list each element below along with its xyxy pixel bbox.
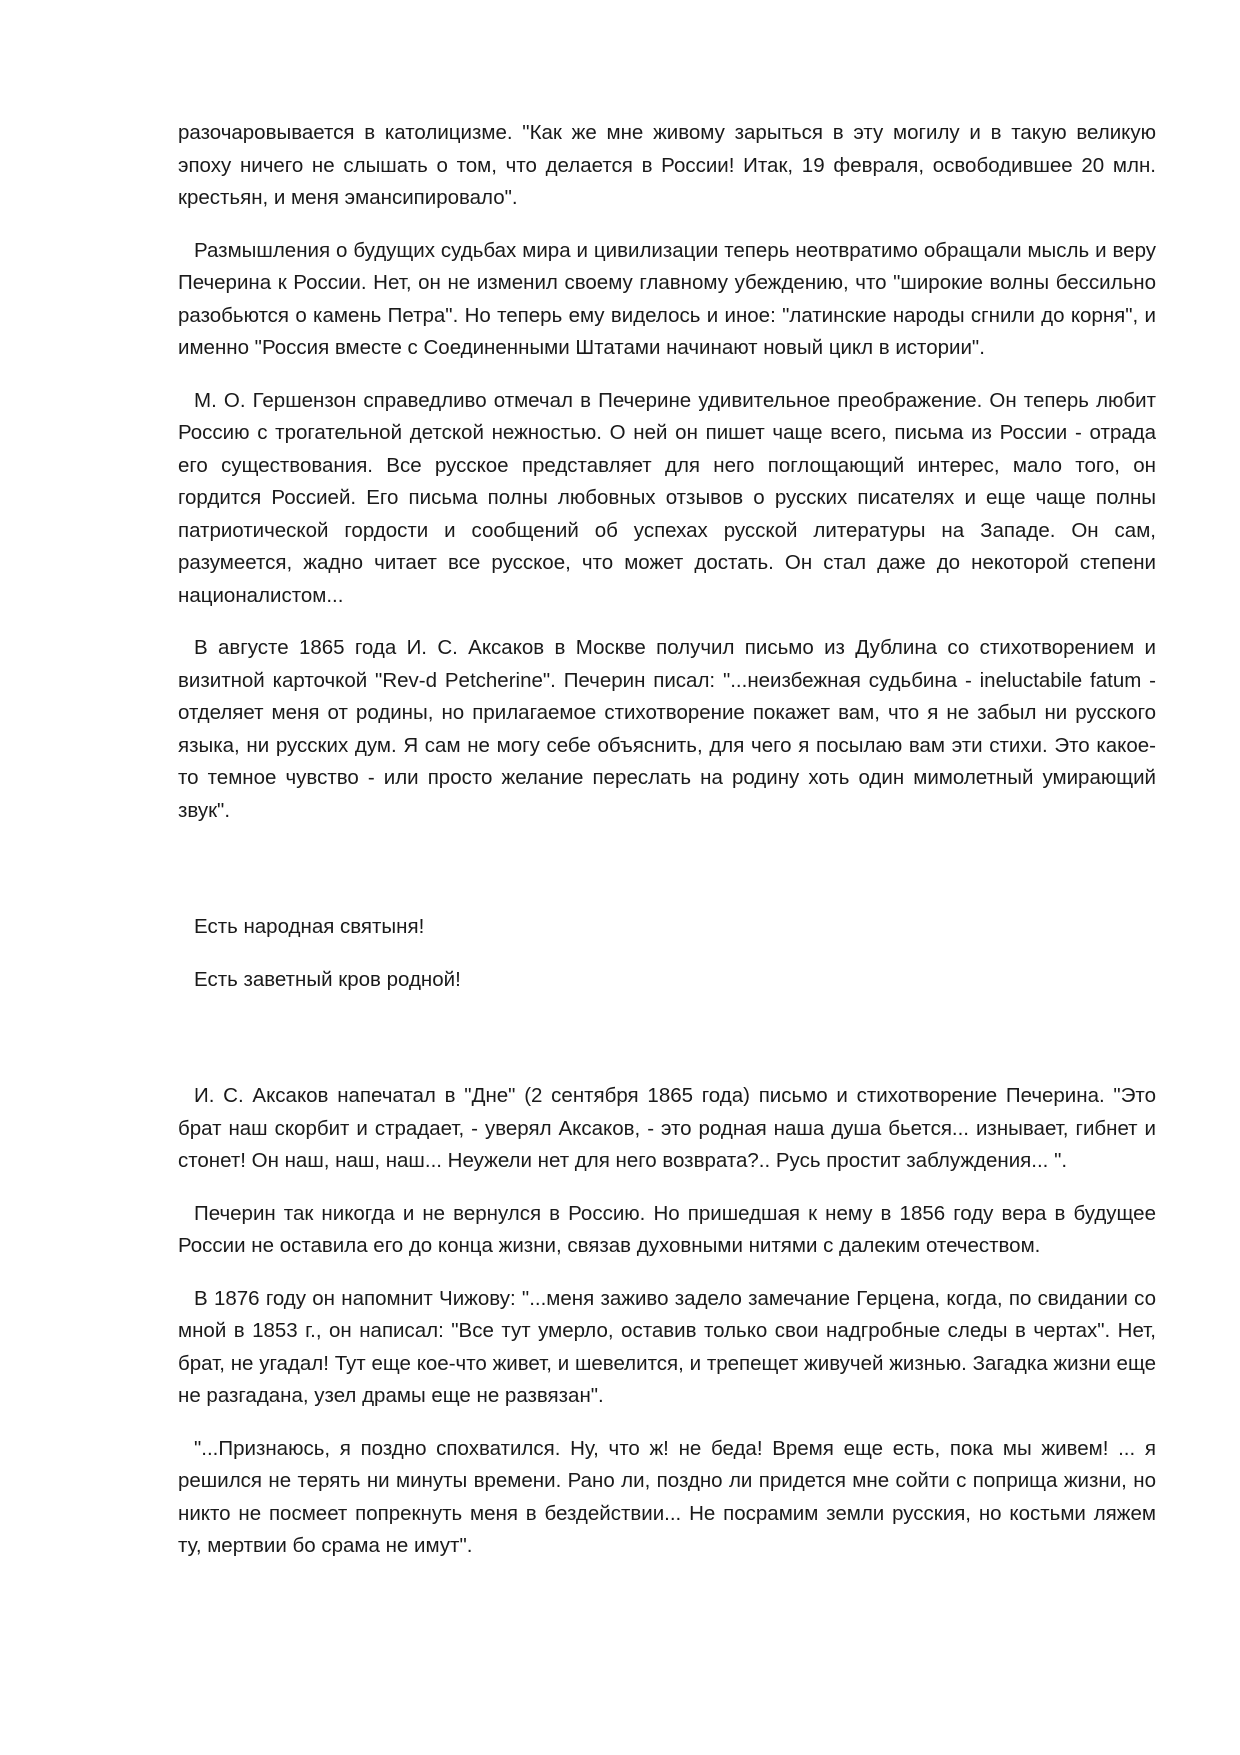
poem-line-2: Есть заветный кров родной! (194, 967, 461, 991)
paragraph-4: В августе 1865 года И. С. Аксаков в Москве получил письмо из Дублина со стихотворением и визитной карточкой "Rev-d Petcherine". Печерин писал: "...неизбежная судьбина - ineluctabile fatum - отделяет меня от родины, но прилагаемое стихотворение покажет вам, что я не забыл ни русского языка, ни русских дум. Я сам не могу себе объяснить, для чего я посылаю вам эти стихи. Это какое-то темное чувство - или просто желание переслать на родину хоть один мимолетный умирающий звук". (178, 636, 1156, 822)
paragraph-8: "...Признаюсь, я поздно спохватился. Ну, что ж! не беда! Время еще есть, пока мы живем! ... я решился не терять ни минуты времени. Рано ли, поздно ли придется мне сойти с поприща жизни, но никто не посмеет попрекнуть меня в бездействии... Не посрамим земли русския, но костьми ляжем ту, мертвии бо срама не имут". (178, 1436, 1156, 1557)
document-page (178, 117, 1156, 1563)
paragraph-2: Размышления о будущих судьбах мира и цивилизации теперь неотвратимо обращали мысль и веру Печерина к России. Нет, он не изменил своему главному убеждению, что "широкие волны бессильно разобьются о камень Петра". Но теперь ему виделось и иное: "латинские народы сгнили до корня", и именно "Россия вместе с Соединенными Штатами начинают новый цикл в истории". (178, 238, 1156, 359)
paragraph-7: В 1876 году он напомнит Чижову: "...меня заживо задело замечание Герцена, когда, по свидании со мной в 1853 г., он написал: "Все тут умерло, оставив только свои надгробные следы в чертах". Нет, брат, не угадал! Тут еще кое-что живет, и шевелится, и трепещет живучей жизнью. Загадка жизни еще не разгадана, узел драмы еще не развязан". (178, 1286, 1156, 1407)
paragraph-5: И. С. Аксаков напечатал в "Дне" (2 сентября 1865 года) письмо и стихотворение Печерина. "Это брат наш скорбит и страдает, - уверял Аксаков, - это родная наша душа бьется... изнывает, гибнет и стонет! Он наш, наш, наш... Неужели нет для него возврата?.. Русь простит заблуждения... ". (178, 1084, 1156, 1172)
poem-line-1: Есть народная святыня! (194, 915, 425, 938)
paragraph-3: М. О. Гершензон справедливо отмечал в Печерине удивительное преображение. Он теперь любит Россию с трогательной детской нежностью. О ней он пишет чаще всего, письма из России - отрада его существования. Все русское представляет для него поглощающий интерес, мало того, он гордится Россией. Его письма полны любовных отзывов о русских писателях и еще чаще полны патриотической гордости и сообщений об успехах русской литературы на Западе. Он сам, разумеется, жадно читает все русское, что может достать. Он стал даже до некоторой степени националистом... (178, 388, 1156, 607)
paragraph-1: разочаровывается в католицизме. "Как же мне живому зарыться в эту могилу и в такую великую эпоху ничего не слышать о том, что делается в России! Итак, 19 февраля, освободившее 20 млн. крестьян, и меня эмансипировало". (178, 121, 1156, 209)
paragraph-6: Печерин так никогда и не вернулся в Россию. Но пришедшая к нему в 1856 году вера в будущее России не оставила его до конца жизни, связав духовными нитями с далеким отечеством. (178, 1201, 1156, 1257)
